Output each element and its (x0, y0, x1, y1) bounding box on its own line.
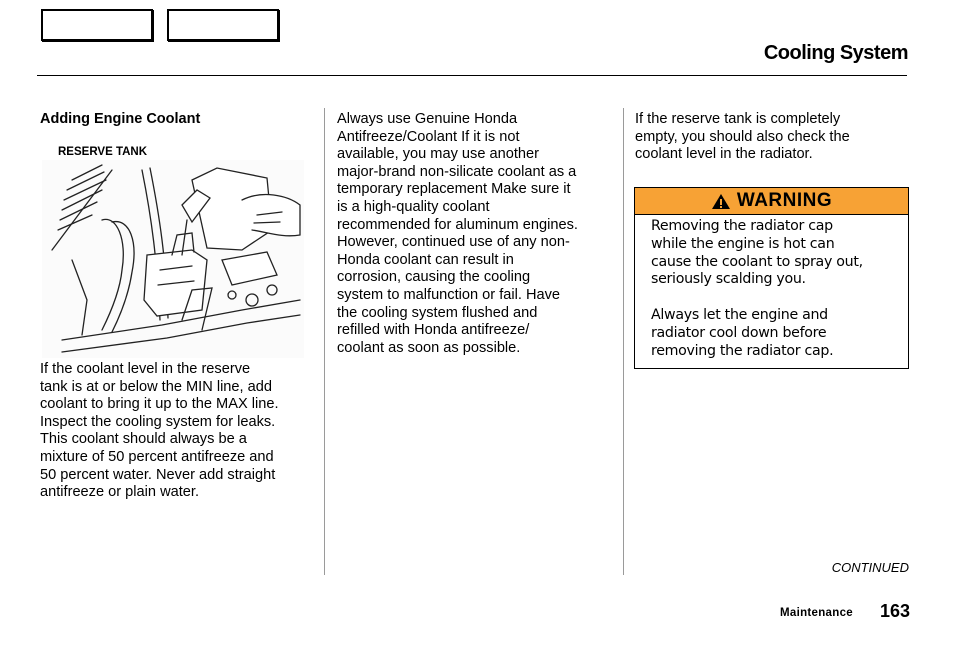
text-line: Removing the radiator cap (651, 218, 833, 234)
nav-button-2[interactable] (167, 9, 279, 41)
text-line: However, continued use of any non- (337, 234, 570, 251)
column-divider-1 (324, 108, 325, 575)
text-line: Always use Genuine Honda (337, 111, 518, 127)
nav-button-1[interactable] (41, 9, 153, 41)
middle-paragraph (337, 111, 617, 357)
text-line: Always let the engine and (651, 307, 828, 323)
warning-paragraph-1 (651, 218, 863, 289)
warning-label: WARNING (736, 190, 833, 211)
figure-label: RESERVE TANK (58, 146, 148, 158)
continued-label: CONTINUED (831, 560, 909, 575)
column-divider-2 (623, 108, 624, 575)
text-line: Inspect the cooling system for leaks. (40, 413, 276, 430)
warning-header (635, 188, 908, 215)
section-heading: Adding Engine Coolant (40, 111, 201, 127)
header-rule (37, 75, 907, 76)
text-line: removing the radiator cap. (651, 342, 834, 359)
text-line: empty, you should also check the (635, 128, 850, 145)
text-line: 50 percent water. Never add straight (40, 466, 276, 483)
text-line: mixture of 50 percent antifreeze and (40, 448, 274, 465)
footer-section-name: Maintenance (780, 607, 853, 619)
text-line: coolant as soon as possible. (337, 339, 521, 356)
text-line: while the engine is hot can (651, 235, 835, 252)
text-line: recommended for aluminum engines. (337, 216, 578, 233)
page-title: Cooling System (763, 42, 908, 64)
text-line: temporary replacement Make sure it (337, 181, 571, 198)
warning-paragraph-2 (651, 307, 833, 360)
left-paragraph (40, 361, 320, 502)
text-line: radiator cool down before (651, 324, 827, 341)
text-line: cause the coolant to spray out, (651, 253, 863, 270)
warning-triangle-icon (711, 193, 731, 210)
right-paragraph (635, 111, 910, 164)
text-line: tank is at or below the MIN line, add (40, 378, 272, 395)
text-line: available, you may use another (337, 146, 540, 163)
text-line: If the reserve tank is completely (635, 111, 841, 127)
text-line: Honda coolant can result in (337, 251, 514, 268)
text-line: antifreeze or plain water. (40, 484, 199, 501)
warning-box (634, 187, 909, 369)
reserve-tank-illustration (42, 160, 304, 358)
page-number: 163 (880, 601, 911, 621)
text-line: refilled with Honda antifreeze/ (337, 322, 530, 339)
text-line: system to malfunction or fail. Have (337, 286, 561, 303)
text-line: coolant level in the radiator. (635, 146, 813, 163)
text-line: major-brand non-silicate coolant as a (337, 163, 577, 180)
text-line: corrosion, causing the cooling (337, 269, 531, 286)
text-line: coolant to bring it up to the MAX line. (40, 396, 279, 413)
text-line: Antifreeze/Coolant If it is not (337, 128, 520, 145)
text-line: is a high-quality coolant (337, 198, 490, 215)
text-line: the cooling system flushed and (337, 304, 538, 321)
text-line: If the coolant level in the reserve (40, 361, 251, 377)
text-line: This coolant should always be a (40, 431, 247, 448)
text-line: seriously scalding you. (651, 271, 806, 288)
